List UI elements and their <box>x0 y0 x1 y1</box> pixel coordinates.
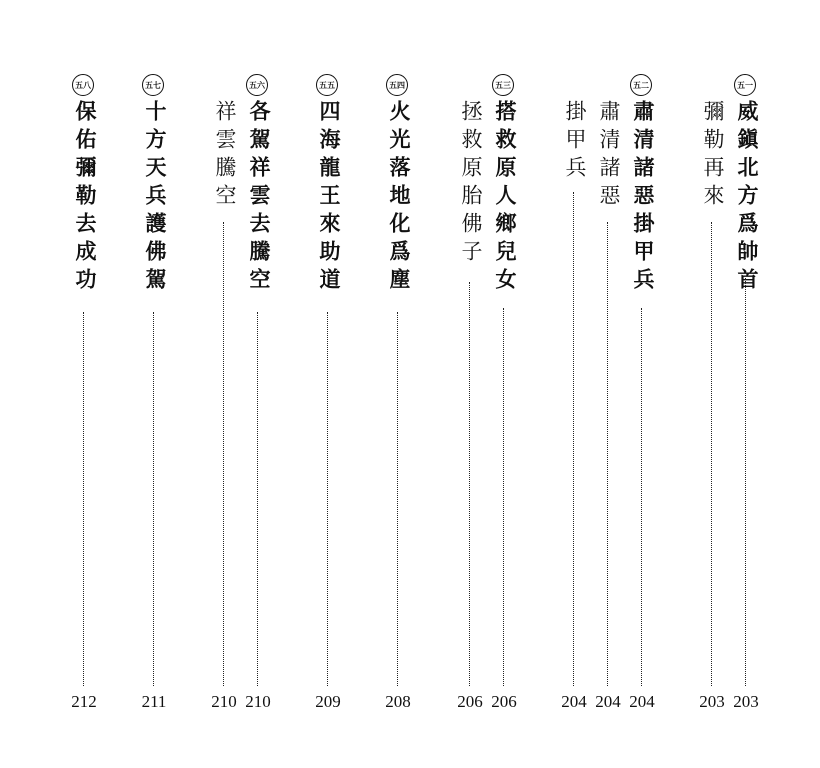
dotted-leader <box>607 222 608 686</box>
dotted-leader <box>83 312 84 686</box>
page-number: 209 <box>315 692 341 711</box>
toc-entry <box>72 0 98 768</box>
entry-title: 祥雲騰空 <box>213 100 237 212</box>
toc-entry <box>142 0 168 768</box>
entry-number-badge: 五二 <box>630 74 652 96</box>
entry-title: 搭救原人鄉兒女 <box>493 100 518 296</box>
page-number: 211 <box>141 692 167 711</box>
entry-title: 拯救原胎佛子 <box>459 100 483 268</box>
dotted-leader <box>745 278 746 686</box>
page-number: 210 <box>211 692 237 711</box>
page-number: 206 <box>457 692 483 711</box>
dotted-leader <box>327 312 328 686</box>
toc-entry <box>700 0 726 768</box>
entry-title: 掛甲兵 <box>563 100 587 184</box>
entry-title: 各駕祥雲去騰空 <box>247 100 272 296</box>
entry-number-badge: 五七 <box>142 74 164 96</box>
entry-title: 十方天兵護佛駕 <box>143 100 168 296</box>
entry-title: 威鎭北方爲帥首 <box>735 100 760 296</box>
entry-title: 肅清諸惡 <box>597 100 621 212</box>
entry-number-badge: 五三 <box>492 74 514 96</box>
toc-entry <box>734 0 760 768</box>
entry-title: 肅清諸惡掛甲兵 <box>631 100 656 296</box>
page-number: 208 <box>385 692 411 711</box>
entry-title: 四海龍王來助道 <box>317 100 342 296</box>
dotted-leader <box>223 222 224 686</box>
toc-entry <box>596 0 622 768</box>
toc-entry <box>212 0 238 768</box>
page-number: 203 <box>733 692 759 711</box>
entry-title: 保佑彌勒去成功 <box>73 100 98 296</box>
entry-number-badge: 五五 <box>316 74 338 96</box>
dotted-leader <box>257 312 258 686</box>
toc-entry <box>630 0 656 768</box>
entry-title: 火光落地化爲塵 <box>387 100 412 296</box>
page-number: 204 <box>561 692 587 711</box>
page-number: 203 <box>699 692 725 711</box>
page-number: 206 <box>491 692 517 711</box>
dotted-leader <box>573 192 574 686</box>
toc-entry <box>246 0 272 768</box>
toc-entry <box>562 0 588 768</box>
dotted-leader <box>397 312 398 686</box>
dotted-leader <box>469 282 470 686</box>
entry-title: 彌勒再來 <box>701 100 725 212</box>
dotted-leader <box>153 312 154 686</box>
page-number: 204 <box>595 692 621 711</box>
dotted-leader <box>711 222 712 686</box>
toc-entry <box>386 0 412 768</box>
dotted-leader <box>503 308 504 686</box>
page-number: 204 <box>629 692 655 711</box>
toc-entry <box>492 0 518 768</box>
entry-number-badge: 五八 <box>72 74 94 96</box>
page-number: 212 <box>71 692 97 711</box>
entry-number-badge: 五六 <box>246 74 268 96</box>
entry-number-badge: 五四 <box>386 74 408 96</box>
dotted-leader <box>641 308 642 686</box>
toc-entry <box>316 0 342 768</box>
entry-number-badge: 五一 <box>734 74 756 96</box>
page-number: 210 <box>245 692 271 711</box>
toc-entry <box>458 0 484 768</box>
